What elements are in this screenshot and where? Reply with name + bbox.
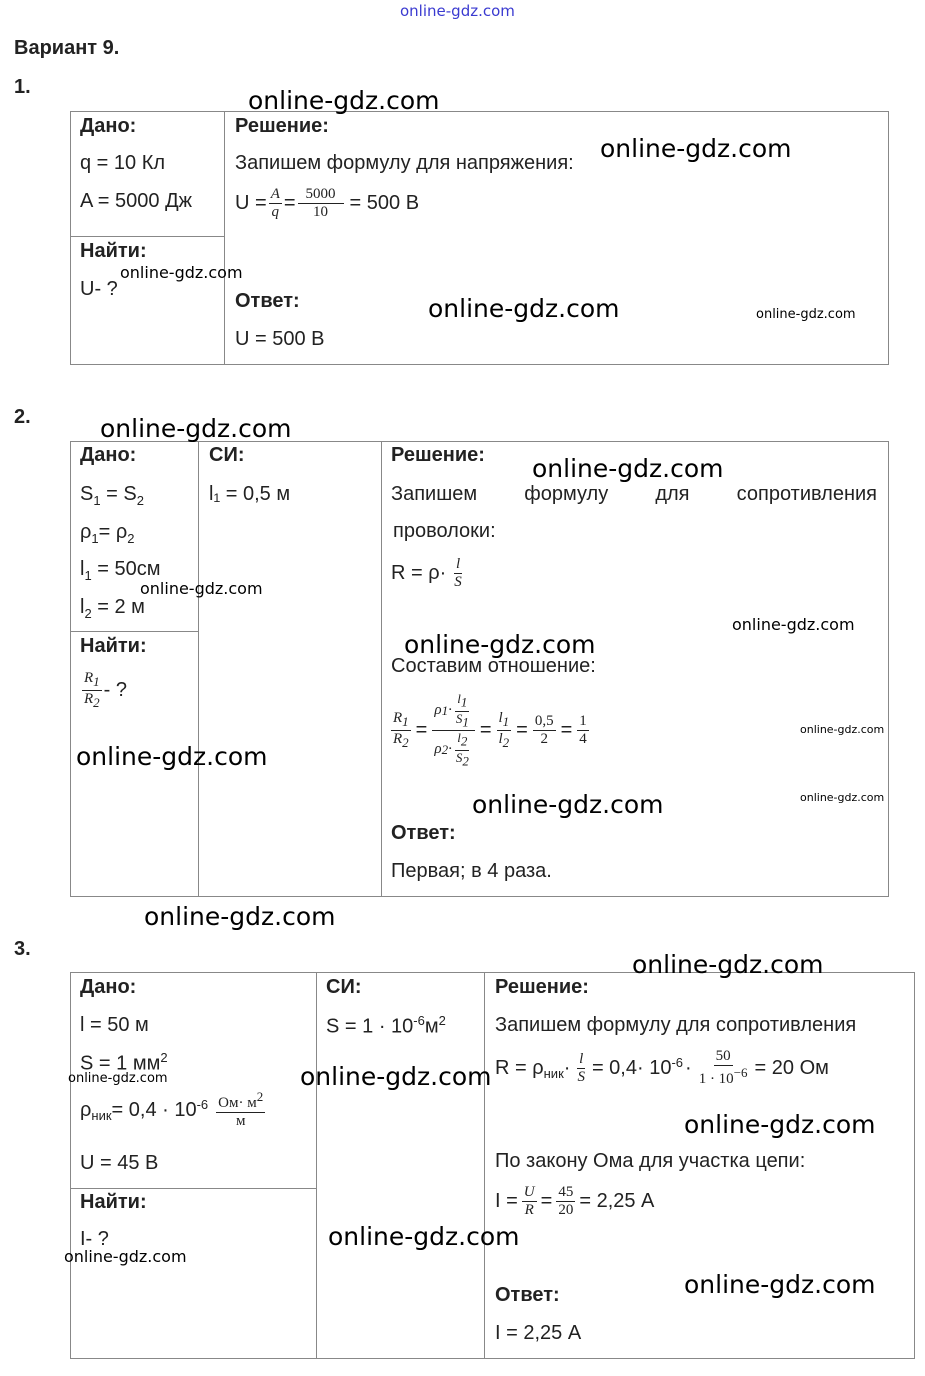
solution-text-2: проволоки: — [393, 520, 496, 542]
watermark: online-gdz.com — [428, 294, 620, 323]
watermark: online-gdz.com — [300, 1062, 492, 1091]
answer-heading: Ответ: — [391, 822, 456, 844]
watermark: online-gdz.com — [248, 86, 440, 115]
ratio-formula: $\frac{R_1}{R_2}$ = ρ 1 · $\frac{l_1}{S_1}$ ρ 2 · $\frac{l_2}{S_2}$ = $\frac{l_1}{l_2}$ = $\frac{0,5}{2}$ = $\frac{1}{4}$ — [393, 691, 587, 769]
watermark: online-gdz.com — [684, 1110, 876, 1139]
answer-heading: Ответ: — [495, 1284, 560, 1306]
solution-heading: Решение: — [391, 444, 485, 466]
given-l: l = 50 м — [80, 1014, 149, 1036]
watermark: online-gdz.com — [144, 902, 336, 931]
find-heading: Найти: — [80, 635, 147, 657]
si-heading: СИ: — [209, 444, 245, 466]
watermark: online-gdz.com — [800, 723, 885, 736]
answer-heading: Ответ: — [235, 290, 300, 312]
watermark: online-gdz.com — [68, 1071, 168, 1086]
watermark-top: online-gdz.com — [400, 2, 515, 20]
problem-1-number: 1. — [14, 76, 31, 98]
solution-heading: Решение: — [495, 976, 589, 998]
watermark: online-gdz.com — [140, 579, 263, 598]
find-heading: Найти: — [80, 1191, 147, 1213]
given-u: U = 45 В — [80, 1152, 159, 1174]
watermark: online-gdz.com — [100, 414, 292, 443]
given-a: A = 5000 Дж — [80, 190, 193, 212]
given-heading: Дано: — [80, 976, 137, 998]
given-rho: ρ $_{ник}$ = 0,4 · 10 $^{-6}$ $\frac{Ом\cdot м^2}{м}$ — [80, 1089, 264, 1130]
answer-value: Первая; в 4 раза. — [391, 860, 552, 882]
watermark: online-gdz.com — [120, 263, 243, 282]
watermark: online-gdz.com — [756, 307, 856, 322]
find-ratio: $\frac{R_1}{R_2}$ - ? — [84, 670, 128, 710]
si-heading: СИ: — [326, 976, 362, 998]
watermark: online-gdz.com — [472, 790, 664, 819]
formula-current: I = $\frac{U}{R}$ = $\frac{45}{20}$ = 2,25 А — [495, 1184, 655, 1219]
find-heading: Найти: — [80, 240, 147, 262]
given-s: S = 1 $мм^2$ — [80, 1050, 168, 1075]
answer-value: I = 2,25 А — [495, 1322, 582, 1344]
watermark: online-gdz.com — [532, 454, 724, 483]
solution-text: Запишем формулу для сопротивления — [495, 1014, 857, 1036]
given-heading: Дано: — [80, 444, 137, 466]
watermark: online-gdz.com — [404, 630, 596, 659]
solution-text-1: Запишем формулу для сопротивления — [391, 483, 877, 505]
ohm-text: По закону Ома для участка цепи: — [495, 1150, 806, 1172]
given-rho: $\rho_1= \rho_2$ — [80, 521, 135, 546]
formula-voltage: U = $\frac{A}{q}$ = $\frac{5000}{10}$ = 500 В — [235, 186, 420, 221]
variant-title: Вариант 9. — [14, 37, 120, 59]
watermark: online-gdz.com — [64, 1247, 187, 1266]
watermark: online-gdz.com — [732, 615, 855, 634]
problem-3-number: 3. — [14, 938, 31, 960]
si-s: $S = 1 \cdot 10^{-6}м^2$ — [326, 1013, 446, 1038]
given-heading: Дано: — [80, 115, 137, 137]
given-s: $S_1 = S_2$ — [80, 483, 144, 508]
watermark: online-gdz.com — [684, 1270, 876, 1299]
problem-2-number: 2. — [14, 406, 31, 428]
watermark: online-gdz.com — [328, 1222, 520, 1251]
solution-text: Запишем формулу для напряжения: — [235, 152, 574, 174]
solution-heading: Решение: — [235, 115, 329, 137]
watermark: online-gdz.com — [800, 791, 885, 804]
watermark: online-gdz.com — [76, 742, 268, 771]
find-i: I- ? — [80, 1228, 109, 1250]
formula-resistance: R = ρ· $\frac{l}{S}$ — [391, 556, 462, 591]
answer-value: U = 500 В — [235, 328, 325, 350]
given-q: q = 10 Кл — [80, 152, 166, 174]
find-u: U- ? — [80, 278, 118, 300]
si-l1: l₁ = 0,5 м — [209, 483, 291, 505]
watermark: online-gdz.com — [600, 134, 792, 163]
ratio-text: Составим отношение: — [391, 655, 596, 677]
watermark: online-gdz.com — [632, 950, 824, 979]
given-l2: $l_2 = 2$ м — [80, 596, 145, 621]
given-l1: $l_1 = 50см$ — [80, 558, 161, 583]
formula-resistance: R = ρ $_{ник}$ · $\frac{l}{S}$ = 0,4· 10 $^{-6}$ · $\frac{50}{1 \cdot 10^{-6}}$ = 20 Ом — [495, 1048, 829, 1088]
